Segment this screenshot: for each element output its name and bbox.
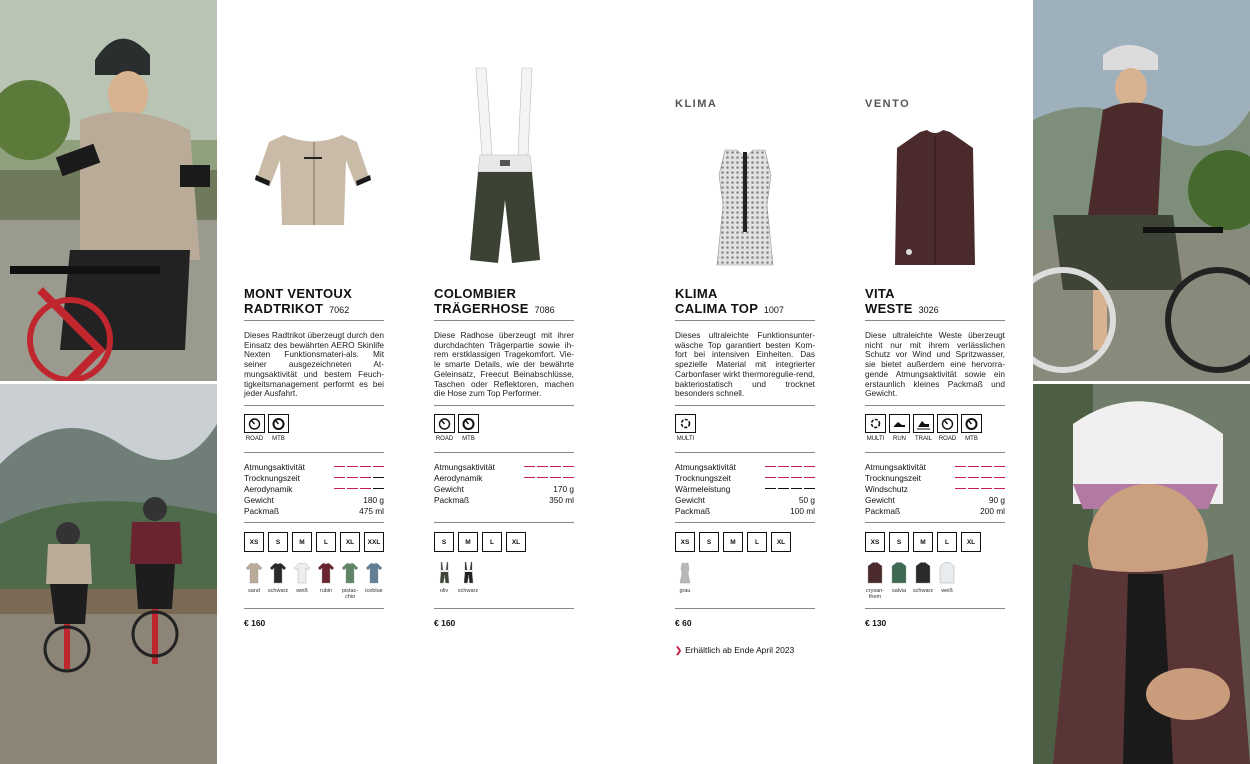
spec-label: Trocknungszeit — [675, 472, 731, 483]
divider — [434, 452, 574, 453]
color-swatch-image — [340, 561, 360, 585]
spec-label: Packmaß — [434, 494, 470, 505]
spec-label: Trocknungszeit — [244, 472, 300, 483]
spec-row — [434, 483, 574, 494]
spec-row — [244, 505, 384, 516]
size-chip[interactable]: L — [482, 532, 502, 552]
spec-row — [865, 494, 1005, 505]
divider — [244, 405, 384, 406]
garment-thumbnail — [914, 561, 932, 585]
rating-dash — [563, 466, 574, 468]
rating-dash — [550, 466, 561, 468]
usage-road — [244, 414, 265, 442]
rating-dash — [524, 477, 535, 479]
size-list — [675, 532, 791, 552]
product-sku: 7062 — [329, 305, 350, 315]
spec-list — [865, 461, 1005, 516]
rating-dash — [778, 488, 789, 490]
spec-row — [244, 483, 384, 494]
rating-dash — [347, 488, 358, 490]
rating-dash — [955, 488, 966, 490]
usage-multi — [675, 414, 696, 442]
garment-thumbnail — [676, 561, 694, 585]
color-swatch[interactable] — [244, 561, 264, 600]
color-swatch-image — [937, 561, 957, 585]
spec-row — [865, 483, 1005, 494]
size-chip[interactable]: XL — [771, 532, 791, 552]
rating-dash — [765, 477, 776, 479]
color-swatch[interactable] — [364, 561, 384, 600]
usage-label: MTB — [462, 436, 475, 442]
color-label: crysan-them — [865, 588, 885, 600]
usage-label: MTB — [272, 436, 285, 442]
color-swatch-image — [292, 561, 312, 585]
rating-dash — [537, 477, 548, 479]
rating-dash — [334, 477, 345, 479]
availability-text: Erhältlich ab Ende April 2023 — [685, 645, 795, 655]
trail-icon — [913, 414, 934, 433]
size-chip[interactable]: XXL — [364, 532, 384, 552]
usage-icons — [865, 414, 982, 442]
color-swatch[interactable] — [292, 561, 312, 600]
color-label: sand — [248, 588, 260, 594]
product-title-line1: KLIMA — [675, 286, 718, 301]
spec-row — [865, 505, 1005, 516]
spec-value: 475 ml — [359, 505, 384, 516]
divider — [434, 320, 574, 321]
color-label: rubin — [319, 588, 333, 594]
rating-dash — [804, 488, 815, 490]
color-swatch-image — [434, 561, 454, 585]
color-swatch[interactable] — [913, 561, 933, 600]
divider — [244, 320, 384, 321]
rating-dash — [994, 488, 1005, 490]
spec-label: Aerodynamik — [244, 483, 293, 494]
road-icon — [434, 414, 455, 433]
size-chip[interactable]: XL — [340, 532, 360, 552]
spec-row — [244, 461, 384, 472]
size-chip[interactable]: S — [699, 532, 719, 552]
spec-value: 90 g — [988, 494, 1005, 505]
chevron-right-icon: ❯ — [675, 645, 683, 655]
product-price: € 60 — [675, 618, 692, 628]
spec-value: 180 g — [363, 494, 384, 505]
spec-label: Wärmeleistung — [675, 483, 731, 494]
size-chip[interactable]: S — [268, 532, 288, 552]
color-swatch[interactable] — [340, 561, 360, 600]
garment-thumbnail — [293, 561, 311, 585]
spec-label: Gewicht — [675, 494, 705, 505]
spec-row — [244, 472, 384, 483]
product-card-mont-ventoux — [244, 0, 384, 764]
color-list — [865, 561, 957, 600]
divider — [244, 608, 384, 609]
product-title-line2: TRÄGERHOSE — [434, 301, 529, 316]
rating-bar — [524, 477, 574, 479]
color-label: schwarz — [457, 588, 479, 594]
garment-thumbnail — [269, 561, 287, 585]
usage-label: TRAIL — [914, 436, 932, 442]
divider — [865, 405, 1005, 406]
usage-label: ROAD — [938, 436, 957, 442]
product-title — [675, 286, 825, 318]
run-icon — [889, 414, 910, 433]
color-label: salvia — [891, 588, 907, 594]
color-swatch-image — [865, 561, 885, 585]
spec-label: Trocknungszeit — [865, 472, 921, 483]
rating-dash — [550, 477, 561, 479]
color-swatch[interactable] — [268, 561, 288, 600]
spec-label: Packmaß — [244, 505, 280, 516]
rating-bar — [955, 477, 1005, 479]
color-label: schwarz — [912, 588, 934, 594]
spec-label: Packmaß — [675, 505, 711, 516]
rating-bar — [955, 488, 1005, 490]
rating-bar — [955, 466, 1005, 468]
rating-dash — [765, 466, 776, 468]
product-price: € 160 — [244, 618, 266, 628]
spec-value: 200 ml — [980, 505, 1005, 516]
product-description: Dieses Radtrikot überzeugt durch den Einsatz des bewährten AERO Skinlife Nexten Funktionsmateri-als. Mit seiner ausgezeichneten At-mungsaktivität und bestem Feuch-tigkeitsmanagement performt es bei jeder Ausfahrt. — [244, 330, 384, 399]
color-swatch[interactable] — [434, 561, 454, 594]
size-list — [865, 532, 981, 552]
product-title — [244, 286, 394, 318]
spec-value: 100 ml — [790, 505, 815, 516]
color-label: pistac-chio — [341, 588, 359, 600]
product-title — [434, 286, 584, 318]
divider — [675, 522, 815, 523]
color-label: schwarz — [267, 588, 289, 594]
size-chip[interactable]: S — [434, 532, 454, 552]
rating-bar — [334, 466, 384, 468]
rating-dash — [373, 477, 384, 479]
product-description: Diese Radhose überzeugt mit ihrer durchdachten Trägerpartie sowie ih-rem erstklassigen Tragekomfort. Vie-le smarte Details, wie der bewährte Geleinsatz, Freecut Beinabschlüsse, Taschen oder Reflektoren, machen die Hose zum Top Performer. — [434, 330, 574, 399]
product-description: Dieses ultraleichte Funktionsunter-wäsche Top garantiert besten Kom-fort bei intensiven Einheiten. Das spezielle Material mit integrierter Carbonfaser wirkt thermoregulie-rend, bakteriostatisch und trocknet besonders schnell. — [675, 330, 815, 399]
rating-dash — [804, 466, 815, 468]
multi-icon — [675, 414, 696, 433]
spec-row — [865, 472, 1005, 483]
rating-dash — [765, 488, 776, 490]
size-chip[interactable]: S — [889, 532, 909, 552]
divider — [675, 320, 815, 321]
spec-label: Atmungsaktivität — [434, 461, 495, 472]
usage-trail — [913, 414, 934, 442]
multi-icon — [865, 414, 886, 433]
product-title-line2: CALIMA TOP — [675, 301, 758, 316]
color-list — [675, 561, 695, 594]
mtb-icon — [268, 414, 289, 433]
spec-label: Packmaß — [865, 505, 901, 516]
usage-label: MTB — [965, 436, 978, 442]
rating-dash — [955, 466, 966, 468]
availability-note — [675, 645, 794, 656]
divider — [865, 320, 1005, 321]
spec-label: Atmungsaktivität — [675, 461, 736, 472]
spec-row — [434, 461, 574, 472]
garment-thumbnail — [365, 561, 383, 585]
usage-mtb — [458, 414, 479, 442]
product-card-calima-top — [675, 0, 815, 764]
divider — [244, 522, 384, 523]
rating-dash — [791, 488, 802, 490]
usage-label: MULTI — [866, 436, 885, 442]
color-swatch[interactable] — [865, 561, 885, 600]
rating-dash — [804, 477, 815, 479]
usage-mtb — [961, 414, 982, 442]
rating-bar — [334, 477, 384, 479]
road-icon — [937, 414, 958, 433]
rating-dash — [778, 477, 789, 479]
product-title — [865, 286, 1015, 318]
rating-dash — [360, 477, 371, 479]
divider — [434, 608, 574, 609]
spec-row — [865, 461, 1005, 472]
product-sku: 7086 — [534, 305, 555, 315]
product-image-tank-top — [675, 60, 815, 272]
spec-value: 350 ml — [549, 494, 574, 505]
usage-road — [434, 414, 455, 442]
size-list — [434, 532, 526, 552]
color-swatch-image — [268, 561, 288, 585]
color-label: weiß — [296, 588, 308, 594]
divider — [244, 452, 384, 453]
brand-logo-klima: KLIMA — [675, 98, 718, 110]
usage-label: ROAD — [435, 436, 454, 442]
spec-label: Gewicht — [244, 494, 274, 505]
rating-dash — [373, 466, 384, 468]
color-swatch[interactable] — [675, 561, 695, 594]
divider — [865, 608, 1005, 609]
spec-value: 50 g — [798, 494, 815, 505]
spec-label: Atmungsaktivität — [244, 461, 305, 472]
color-swatch-image — [364, 561, 384, 585]
usage-run — [889, 414, 910, 442]
product-price: € 130 — [865, 618, 887, 628]
spec-row — [675, 461, 815, 472]
product-price: € 160 — [434, 618, 456, 628]
spec-list — [434, 461, 574, 505]
color-swatch[interactable] — [458, 561, 478, 594]
rating-bar — [334, 488, 384, 490]
rating-dash — [360, 488, 371, 490]
product-image-vest — [865, 60, 1005, 272]
usage-icons — [244, 414, 289, 442]
color-swatch-image — [675, 561, 695, 585]
rating-dash — [347, 466, 358, 468]
color-swatch[interactable] — [889, 561, 909, 600]
size-chip[interactable]: XS — [244, 532, 264, 552]
rating-dash — [968, 488, 979, 490]
color-label: grau — [679, 588, 691, 594]
divider — [675, 405, 815, 406]
road-icon — [244, 414, 265, 433]
product-card-vita-weste — [865, 0, 1005, 764]
rating-dash — [334, 488, 345, 490]
usage-road — [937, 414, 958, 442]
product-title-line1: VITA — [865, 286, 895, 301]
color-swatch[interactable] — [937, 561, 957, 600]
product-sku: 1007 — [763, 305, 784, 315]
rating-dash — [537, 466, 548, 468]
garment-thumbnail — [317, 561, 335, 585]
brand-logo-vento: VENTO — [865, 98, 911, 110]
size-chip[interactable]: L — [747, 532, 767, 552]
rating-bar — [765, 466, 815, 468]
garment-thumbnail — [341, 561, 359, 585]
rating-dash — [968, 466, 979, 468]
divider — [675, 452, 815, 453]
color-swatch-image — [244, 561, 264, 585]
product-image-jersey — [244, 60, 384, 272]
color-swatch-image — [913, 561, 933, 585]
rating-bar — [765, 477, 815, 479]
divider — [865, 452, 1005, 453]
garment-thumbnail — [435, 561, 453, 585]
rating-dash — [994, 466, 1005, 468]
usage-icons — [434, 414, 479, 442]
product-title-line2: WESTE — [865, 301, 913, 316]
photo-cyclist-closeup — [1033, 384, 1250, 764]
product-title-line2: RADTRIKOT — [244, 301, 324, 316]
divider — [434, 405, 574, 406]
spec-list — [675, 461, 815, 516]
size-chip[interactable]: XS — [675, 532, 695, 552]
spec-label: Gewicht — [434, 483, 464, 494]
rating-dash — [968, 477, 979, 479]
rating-bar — [524, 466, 574, 468]
garment-thumbnail — [245, 561, 263, 585]
product-sku: 3026 — [918, 305, 939, 315]
size-chip[interactable]: M — [292, 532, 312, 552]
color-swatch[interactable] — [316, 561, 336, 600]
product-card-colombier — [434, 0, 574, 764]
garment-thumbnail — [866, 561, 884, 585]
rating-dash — [360, 466, 371, 468]
size-chip[interactable]: L — [316, 532, 336, 552]
spec-row — [675, 472, 815, 483]
product-title-line1: MONT VENTOUX — [244, 286, 353, 301]
rating-dash — [791, 477, 802, 479]
rating-dash — [563, 477, 574, 479]
spec-list — [244, 461, 384, 516]
garment-thumbnail — [890, 561, 908, 585]
spec-row — [244, 494, 384, 505]
color-label: oliv — [439, 588, 449, 594]
divider — [434, 522, 574, 523]
size-chip[interactable]: M — [458, 532, 478, 552]
spec-label: Atmungsaktivität — [865, 461, 926, 472]
color-swatch-image — [458, 561, 478, 585]
rating-dash — [955, 477, 966, 479]
garment-thumbnail — [938, 561, 956, 585]
rating-dash — [334, 466, 345, 468]
color-label: iceblue — [365, 588, 383, 594]
size-chip[interactable]: M — [913, 532, 933, 552]
spec-row — [434, 494, 574, 505]
color-swatch-image — [889, 561, 909, 585]
rating-dash — [347, 477, 358, 479]
rating-dash — [524, 466, 535, 468]
divider — [675, 608, 815, 609]
spec-row — [675, 505, 815, 516]
rating-dash — [791, 466, 802, 468]
size-chip[interactable]: XL — [961, 532, 981, 552]
spec-label: Windschutz — [865, 483, 908, 494]
usage-icons — [675, 414, 696, 442]
usage-mtb — [268, 414, 289, 442]
rating-dash — [778, 466, 789, 468]
spec-row — [434, 472, 574, 483]
rating-dash — [981, 488, 992, 490]
rating-dash — [994, 477, 1005, 479]
size-list — [244, 532, 384, 552]
size-chip[interactable]: XL — [506, 532, 526, 552]
spec-label: Gewicht — [865, 494, 895, 505]
color-label: weiß — [941, 588, 953, 594]
size-chip[interactable]: XS — [865, 532, 885, 552]
color-list — [244, 561, 384, 600]
size-chip[interactable]: M — [723, 532, 743, 552]
mtb-icon — [961, 414, 982, 433]
rating-bar — [765, 488, 815, 490]
photo-cyclist-vest — [1033, 0, 1250, 381]
color-list — [434, 561, 478, 594]
rating-dash — [373, 488, 384, 490]
product-description: Diese ultraleichte Weste überzeugt nicht nur mit ihrem verlässlichen Schutz vor Wind und Spritzwasser, sie bietet außerdem eine hervorra-gende Atmungsaktivität sowie ein erstaunlich kleines Packmaß und Gewicht. — [865, 330, 1005, 399]
garment-thumbnail — [459, 561, 477, 585]
usage-multi — [865, 414, 886, 442]
usage-label: ROAD — [245, 436, 264, 442]
color-swatch-image — [316, 561, 336, 585]
photo-two-cyclists — [0, 384, 217, 764]
spec-value: 170 g — [553, 483, 574, 494]
spec-row — [675, 494, 815, 505]
rating-dash — [981, 477, 992, 479]
mtb-icon — [458, 414, 479, 433]
product-title-line1: COLOMBIER — [434, 286, 517, 301]
rating-dash — [981, 466, 992, 468]
usage-label: RUN — [893, 436, 906, 442]
product-image-bib-shorts — [434, 60, 574, 272]
photo-cyclist-sand-jersey — [0, 0, 217, 381]
spec-label: Aerodynamik — [434, 472, 483, 483]
spec-row — [675, 483, 815, 494]
usage-label: MULTI — [676, 436, 695, 442]
divider — [865, 522, 1005, 523]
size-chip[interactable]: L — [937, 532, 957, 552]
